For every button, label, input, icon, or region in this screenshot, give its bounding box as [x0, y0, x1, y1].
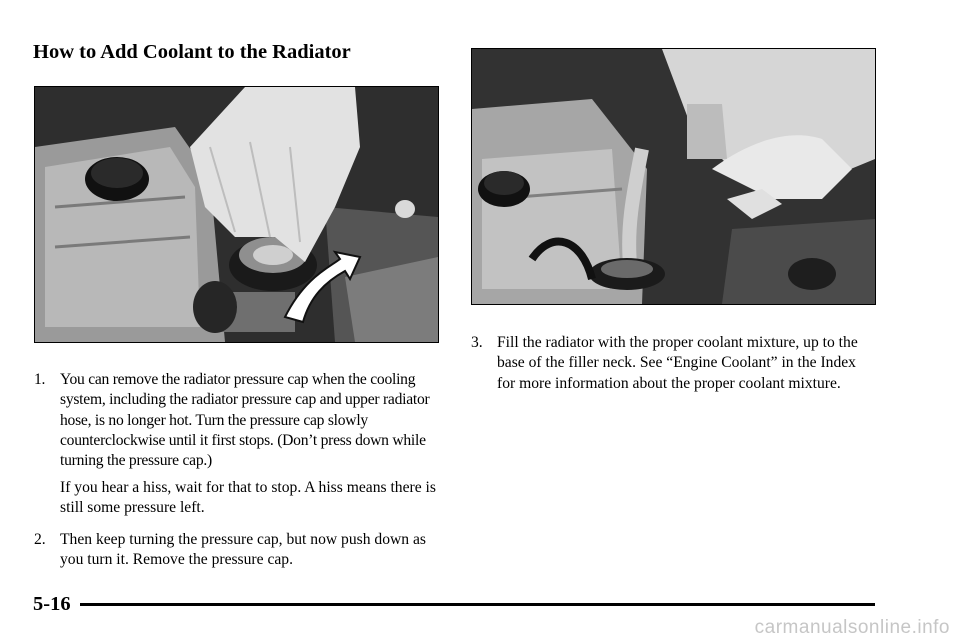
footer-divider [80, 603, 875, 606]
radiator-cap-photo [34, 86, 439, 343]
step-2-number: 2. [34, 531, 46, 548]
step-1 [34, 370, 439, 471]
radiator-cap-illustration [35, 87, 438, 342]
coolant-fill-illustration [472, 49, 875, 304]
step-3-text: Fill the radiator with the proper coolant mixture, up to the base of the filler neck. See “Engine Coolant” in the Index for more information about the proper coolant mixture. [497, 334, 858, 392]
step-2 [34, 530, 439, 571]
step-1-number: 1. [34, 371, 46, 388]
step-2-text: Then keep turning the pressure cap, but now push down as you turn it. Remove the pressure cap. [60, 531, 426, 569]
page-title: How to Add Coolant to the Radiator [33, 41, 351, 63]
step-3 [471, 333, 876, 394]
step-3-number: 3. [471, 334, 483, 351]
page-number: 5-16 [33, 593, 71, 615]
coolant-fill-photo [471, 48, 876, 305]
step-1-note-text: If you hear a hiss, wait for that to stop. A hiss means there is still some pressure left. [60, 479, 436, 517]
step-1-text: You can remove the radiator pressure cap when the cooling system, including the radiator pressure cap and upper radiator hose, is no longer hot. Turn the pressure cap slowly counterclockwise until it first stops. (Don’t press down while turning the pressure cap.) [60, 371, 430, 470]
watermark-text: carmanualsonline.info [754, 617, 950, 638]
step-1-note [34, 478, 439, 519]
